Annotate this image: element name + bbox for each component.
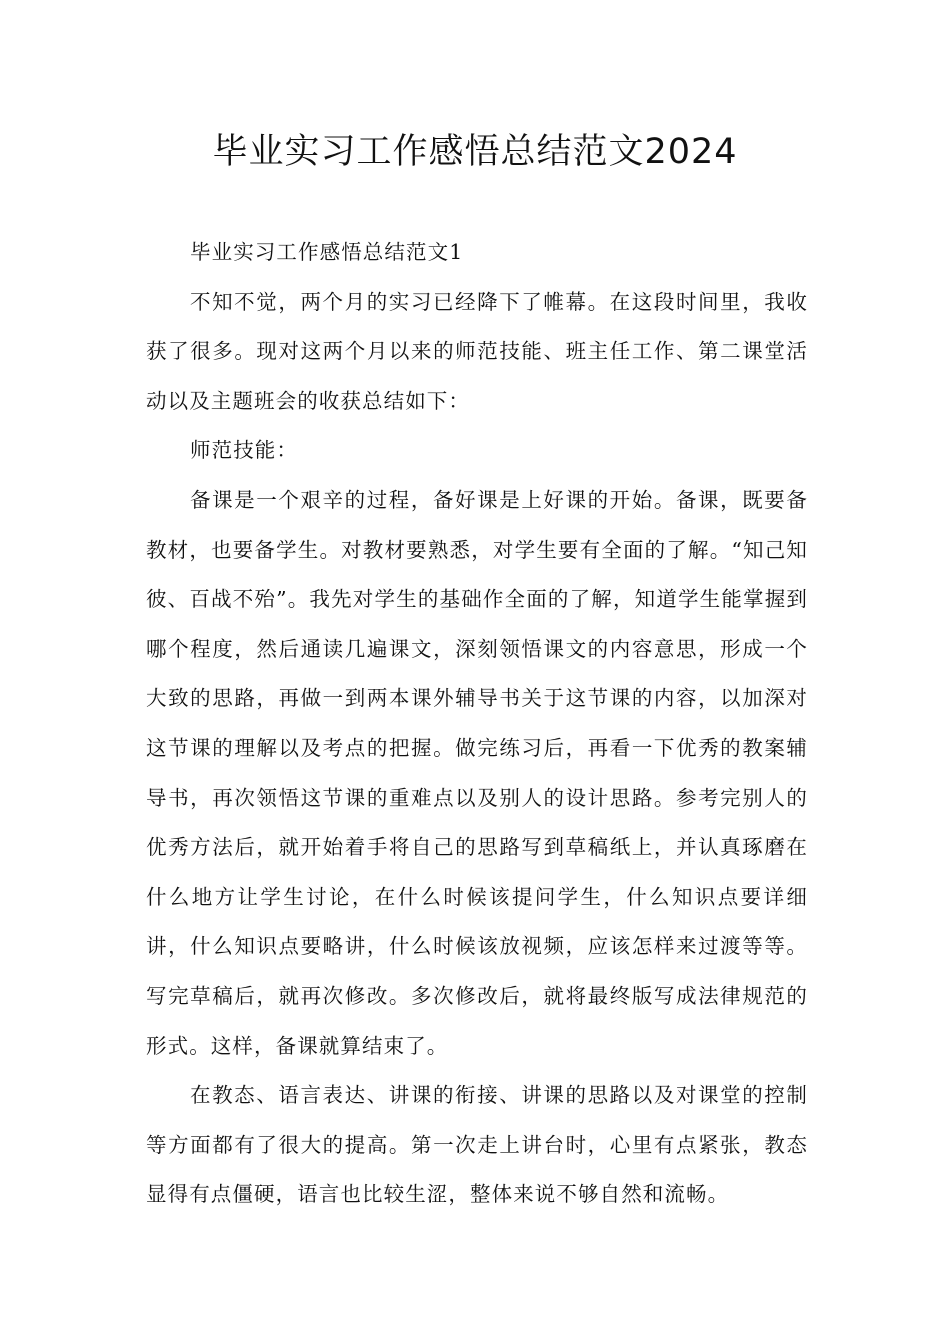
paragraph-lesson-prep: 备课是一个艰辛的过程，备好课是上好课的开始。备课，既要备教材，也要备学生。对教材要熟悉，对学生要有全面的了解。“知己知彼、百战不殆”。我先对学生的基础作全面的了解，知道学生能掌握到哪个程度，然后通读几遍课文，深刻领悟课文的内容意思，形成一个大致的思路，再做一到两本课外辅导书关于这节课的内容，以加深对这节课的理解以及考点的把握。做完练习后，再看一下优秀的教案辅导书，再次领悟这节课的重难点以及别人的设计思路。参考完别人的优秀方法后，就开始着手将自己的思路写到草稿纸上，并认真琢磨在什么地方让学生讨论，在什么时候该提问学生，什么知识点要详细讲，什么知识点要略讲，什么时候该放视频，应该怎样来过渡等等。写完草稿后，就再次修改。多次修改后，就将最终版写成法律规范的形式。这样，备课就算结束了。 bbox=[146, 487, 808, 1058]
paragraph-intro: 不知不觉，两个月的实习已经降下了帷幕。在这段时间里，我收获了很多。现对这两个月以来的师范技能、班主任工作、第二课堂活动以及主题班会的收获总结如下： bbox=[146, 289, 808, 413]
document-title: 毕业实习工作感悟总结范文2024 bbox=[212, 132, 738, 172]
paragraph-teaching-manner: 在教态、语言表达、讲课的衔接、讲课的思路以及对课堂的控制等方面都有了很大的提高。第一次走上讲台时，心里有点紧张，教态显得有点僵硬，语言也比较生涩，整体来说不够自然和流畅。 bbox=[146, 1083, 808, 1207]
paragraph-subtitle: 毕业实习工作感悟总结范文1 bbox=[190, 240, 464, 264]
document-body bbox=[146, 228, 808, 1220]
paragraph-section-heading: 师范技能： bbox=[190, 438, 298, 463]
